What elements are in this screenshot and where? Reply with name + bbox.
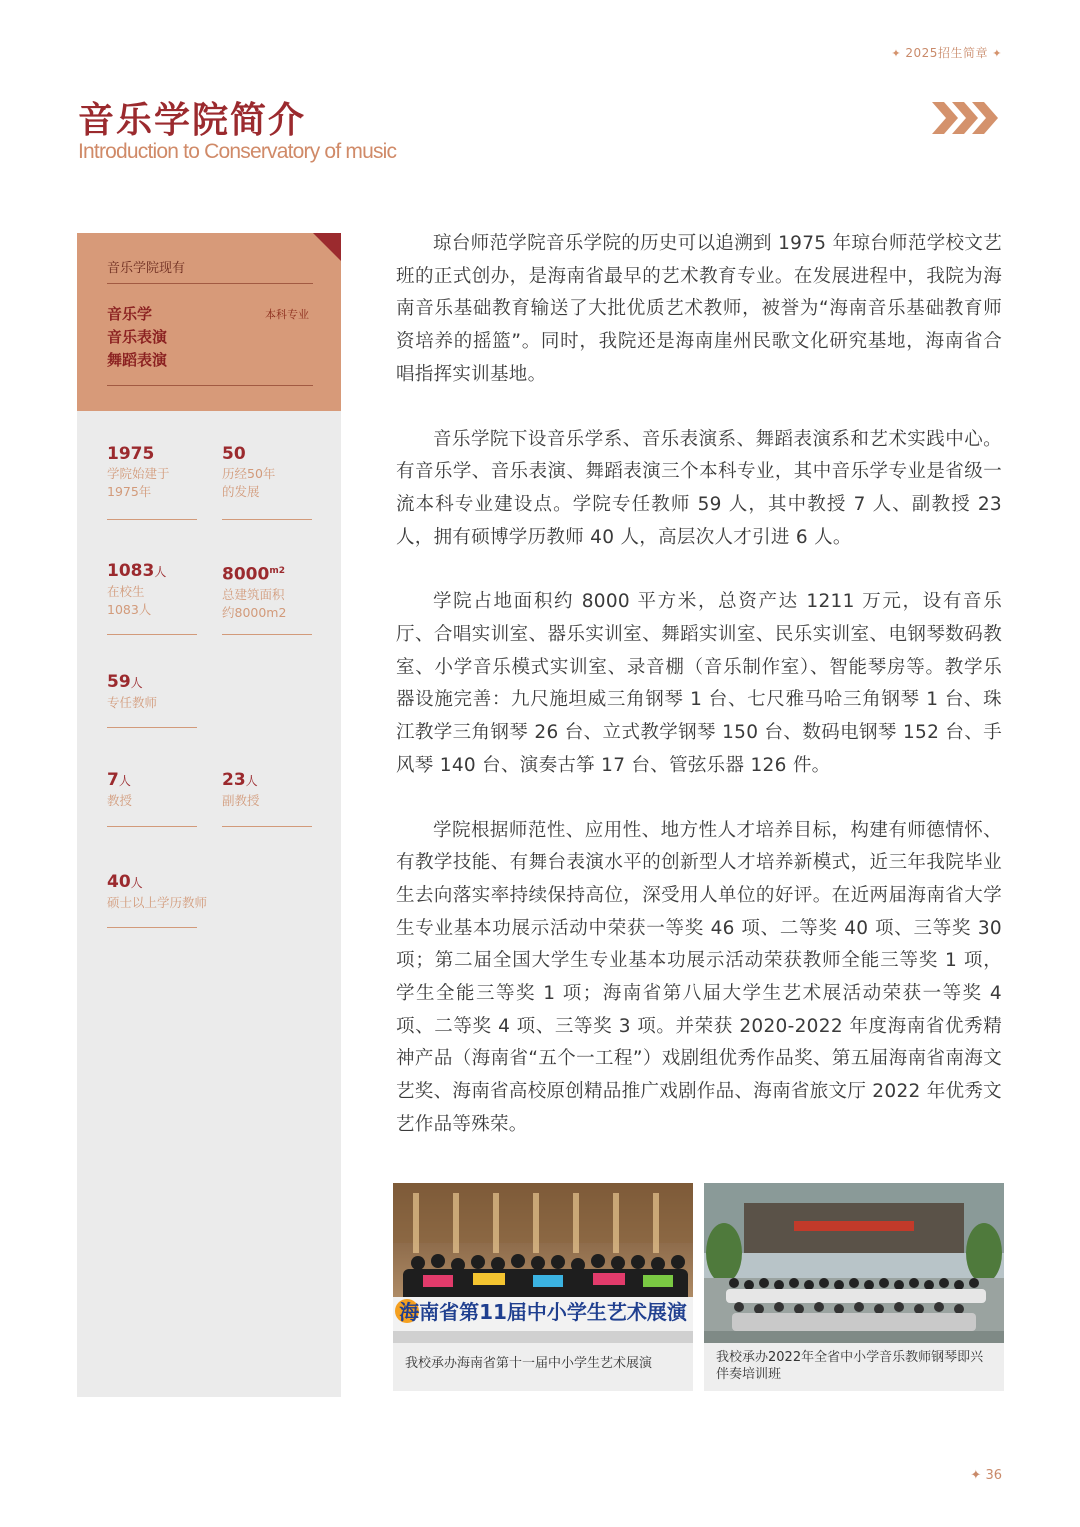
majors-panel	[77, 233, 341, 411]
divider	[107, 519, 197, 520]
stat-founded	[107, 443, 170, 501]
stat-desc: 总建筑面积	[222, 586, 285, 602]
divider	[107, 385, 313, 386]
page-number	[970, 1468, 1002, 1483]
stat-value: 8000	[222, 564, 270, 585]
stat-unit: 人	[130, 876, 143, 890]
paragraph: 学院占地面积约 8000 平方米，总资产达 1211 万元，设有音乐厅、合唱实训室、器乐实训室、舞蹈实训室、民乐实训室、电钢琴数码教室、小学音乐模式实训室、录音棚（音乐制作室）、智能琴房等。教学乐器设施完善：九尺施坦威三角钢琴 1 台、七尺雅马哈三角钢琴 1 台、珠江教学三角钢琴 26 台、立式教学钢琴 150 台、数码电钢琴 152 台、手风琴 140 台、演奏古筝 17 台、管弦乐器 126 件。	[396, 591, 1002, 776]
major-item: 音乐学	[107, 305, 153, 323]
stat-value: 1083	[107, 561, 155, 581]
page-number-value: 36	[985, 1468, 1002, 1483]
star-icon: ✦	[970, 1468, 982, 1483]
majors-intro-label: 音乐学院现有	[107, 261, 186, 276]
stat-value: 7	[107, 770, 119, 790]
stat-value: 59	[107, 672, 131, 692]
stat-masters	[107, 871, 207, 912]
paragraph: 琼台师范学院音乐学院的历史可以追溯到 1975 年琼台师范学校文艺班的正式创办，是海南省最早的艺术教育专业。在发展进程中，我院为海南音乐基础教育输送了大批优质艺术教师，被誉为“海南音乐基础教育师资培养的摇篮”。同时，我院还是海南崖州民歌文化研究基地，海南省合唱指挥实训基地。	[396, 233, 1002, 385]
divider	[107, 727, 197, 728]
photo-training-group	[704, 1183, 1004, 1343]
brochure-tag-label: 2025招生简章	[905, 46, 988, 60]
page-subtitle: Introduction to Conservatory of music	[78, 140, 397, 163]
photo-caption: 我校承办海南省第十一届中小学生艺术展演	[405, 1356, 653, 1371]
photo-card	[704, 1183, 1004, 1391]
stat-desc: 教授	[107, 793, 133, 808]
stat-unit: 人	[154, 565, 167, 579]
stat-area	[222, 560, 286, 622]
stat-desc: 约8000m2	[222, 604, 287, 620]
stat-unit: 人	[245, 774, 258, 788]
sidebar	[77, 233, 341, 1397]
stat-value: 1975	[107, 444, 155, 464]
photo-performance	[393, 1183, 693, 1343]
stat-desc: 硕士以上学历教师	[107, 895, 208, 910]
banner-text: 海南省第11届中小学生艺术展演	[399, 1300, 687, 1324]
star-icon: ✦	[992, 47, 1002, 60]
body-text	[396, 228, 1002, 1174]
photo-caption: 我校承办2022年全省中小学音乐教师钢琴即兴伴奏培训班	[716, 1350, 984, 1382]
corner-decoration	[313, 233, 341, 261]
stat-desc: 副教授	[222, 793, 260, 808]
page-title: 音乐学院简介	[78, 100, 307, 141]
majors-list	[107, 303, 167, 372]
photo-card	[393, 1183, 693, 1391]
stat-desc: 1083人	[107, 602, 152, 617]
paragraph: 音乐学院下设音乐学系、音乐表演系、舞蹈表演系和艺术实践中心。有音乐学、音乐表演、舞蹈表演三个本科专业，其中音乐学专业是省级一流本科专业建设点。学院专任教师 59 人，其中教授 7 人、副教授 23 人，拥有硕博学历教师 40 人，高层次人才引进 6 人。	[396, 428, 1002, 548]
stat-desc: 历经50年	[222, 466, 276, 481]
divider	[107, 283, 313, 284]
major-item: 音乐表演	[107, 328, 168, 346]
brochure-tag	[891, 44, 1002, 61]
stat-years	[222, 443, 275, 501]
stat-value: 50	[222, 444, 246, 464]
major-item: 舞蹈表演	[107, 351, 168, 369]
divider	[222, 634, 312, 635]
stat-students	[107, 560, 166, 619]
stat-desc: 在校生	[107, 584, 145, 599]
stat-value: 23	[222, 770, 246, 790]
divider	[107, 634, 197, 635]
stat-unit: m2	[269, 566, 285, 576]
stat-desc: 学院始建于	[107, 466, 170, 481]
stat-desc: 专任教师	[107, 695, 158, 710]
chevron-right-icon	[932, 102, 1002, 134]
stat-unit: 人	[118, 774, 131, 788]
divider	[107, 927, 197, 928]
stat-unit: 人	[130, 676, 143, 690]
stat-desc: 1975年	[107, 484, 152, 499]
stat-value: 40	[107, 872, 131, 892]
stat-teachers	[107, 671, 157, 712]
paragraph: 学院根据师范性、应用性、地方性人才培养目标，构建有师德情怀、有教学技能、有舞台表演水平的创新型人才培养新模式，近三年我院毕业生去向落实率持续保持高位，深受用人单位的好评。在近两届海南省大学生专业基本功展示活动中荣获一等奖 46 项、二等奖 40 项、三等奖 30 项；第二届全国大学生专业基本功展示活动荣获教师全能三等奖 1 项，学生全能三等奖 1 项；海南省第八届大学生艺术展活动荣获一等奖 4 项、二等奖 4 项、三等奖 3 项。并荣获 2020-2022 年度海南省优秀精神产品（海南省“五个一工程”）戏剧组优秀作品奖、第五届海南省南海文艺奖、海南省高校原创精品推广戏剧作品、海南省旅文厅 2022 年优秀文艺作品等殊荣。	[396, 819, 1002, 1135]
majors-type-label: 本科专业	[265, 308, 309, 321]
divider	[222, 519, 312, 520]
stat-desc: 的发展	[222, 484, 260, 499]
star-icon: ✦	[891, 47, 902, 60]
divider	[107, 826, 197, 827]
stat-associate-professors	[222, 769, 260, 810]
stat-professors	[107, 769, 132, 810]
divider	[222, 826, 312, 827]
